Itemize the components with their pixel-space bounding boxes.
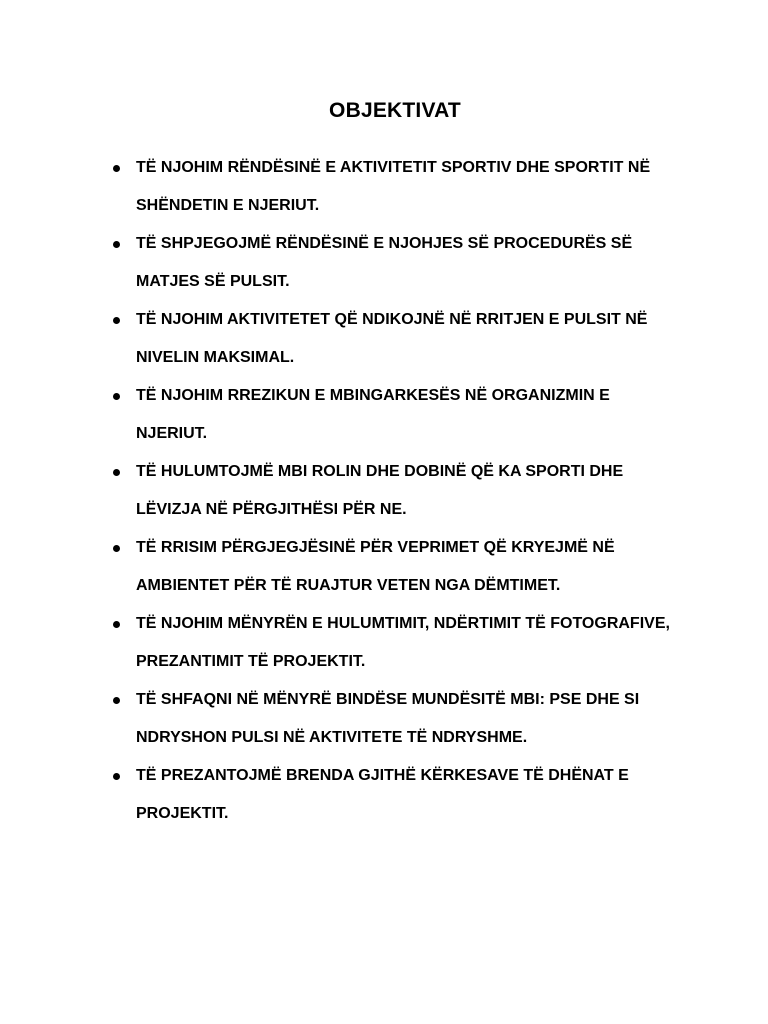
- list-item: [110, 757, 670, 833]
- bullet-icon: [113, 393, 120, 400]
- list-item: [110, 681, 670, 757]
- list-item: [110, 301, 670, 377]
- list-item: [110, 225, 670, 301]
- objective-text: TË NJOHIM AKTIVITETET QË NDIKOJNË NË RRITJEN E PULSIT NË NIVELIN MAKSIMAL.: [136, 311, 648, 366]
- bullet-icon: [113, 317, 120, 324]
- bullet-icon: [113, 773, 120, 780]
- objective-text: TË HULUMTOJMË MBI ROLIN DHE DOBINË QË KA SPORTI DHE LËVIZJA NË PËRGJITHËSI PËR NE.: [136, 463, 624, 518]
- bullet-icon: [113, 545, 120, 552]
- objective-text: TË PREZANTOJMË BRENDA GJITHË KËRKESAVE TË DHËNAT E PROJEKTIT.: [136, 767, 629, 822]
- bullet-icon: [113, 165, 120, 172]
- page-title: OBJEKTIVAT: [329, 99, 461, 122]
- objective-text: TË RRISIM PËRGJEGJËSINË PËR VEPRIMET QË KRYEJMË NË AMBIENTET PËR TË RUAJTUR VETEN NGA DËMTIMET.: [136, 539, 615, 594]
- objective-text: TË SHPJEGOJMË RËNDËSINË E NJOHJES SË PROCEDURËS SË MATJES SË PULSIT.: [136, 235, 633, 290]
- list-item: [110, 529, 670, 605]
- list-item: [110, 149, 670, 225]
- bullet-icon: [113, 621, 120, 628]
- bullet-icon: [113, 697, 120, 704]
- objective-text: TË NJOHIM MËNYRËN E HULUMTIMIT, NDËRTIMIT TË FOTOGRAFIVE, PREZANTIMIT TË PROJEKTIT.: [136, 615, 670, 670]
- list-item: [110, 377, 670, 453]
- bullet-icon: [113, 241, 120, 248]
- bullet-icon: [113, 469, 120, 476]
- list-item: [110, 453, 670, 529]
- list-item: [110, 605, 670, 681]
- objectives-list: [110, 149, 670, 833]
- objective-text: TË NJOHIM RREZIKUN E MBINGARKESËS NË ORGANIZMIN E NJERIUT.: [136, 387, 610, 442]
- objective-text: TË NJOHIM RËNDËSINË E AKTIVITETIT SPORTIV DHE SPORTIT NË SHËNDETIN E NJERIUT.: [136, 159, 651, 214]
- objective-text: TË SHFAQNI NË MËNYRË BINDËSE MUNDËSITË MBI: PSE DHE SI NDRYSHON PULSI NË AKTIVITETE TË NDRYSHME.: [136, 691, 640, 746]
